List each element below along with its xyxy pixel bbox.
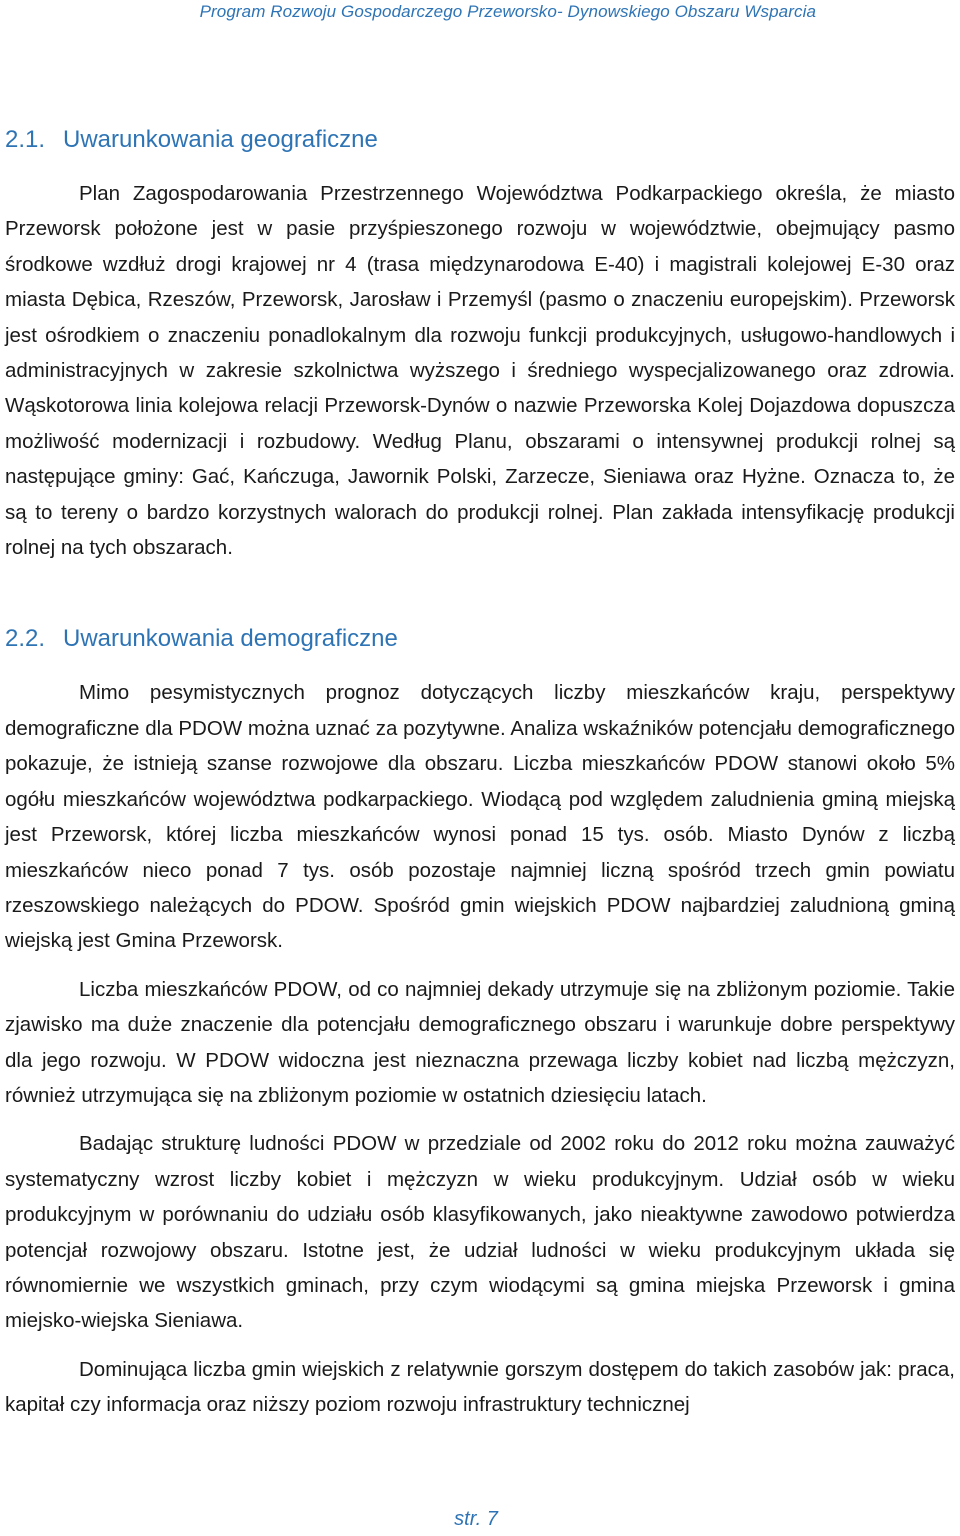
paragraph: Badając strukturę ludności PDOW w przedziale od 2002 roku do 2012 roku można zauważyć systematyczny wzrost liczby kobiet i mężczyzn w wieku produkcyjnym. Udział osób w wieku produkcyjnym w porównaniu do udziału osób klasyfikowanych, jako nieaktywne zawodowo potwierdza potencjał rozwojowy obszaru. Istotne jest, że udział ludności w wieku produkcyjnym układa się równomiernie we wszystkich gminach, przy czym wiodącymi są gmina miejska Przeworsk i gmina miejsko-wiejska Sieniawa. [5, 1132, 955, 1333]
paragraph: Mimo pesymistycznych prognoz dotyczących liczby mieszkańców kraju, perspektywy demograficzne dla PDOW można uznać za pozytywne. Analiza wskaźników potencjału demograficznego pokazuje, że istnieją szanse rozwojowe dla obszaru. Liczba mieszkańców PDOW stanowi około 5% ogółu mieszkańców województwa podkarpackiego. Wiodącą pod względem zaludnienia gminą miejską jest Przeworsk, której liczba mieszkańców wynosi ponad 15 tys. osób. Miasto Dynów z liczbą mieszkańców nieco ponad 7 tys. osób pozostaje najmniej liczną spośród trzech gmin powiatu rzeszowskiego należących do PDOW. Spośród gmin wiejskich PDOW najbardziej zaludnioną gminą wiejską jest Gmina Przeworsk. [5, 681, 955, 953]
section-title: Uwarunkowania geograficzne [63, 126, 378, 153]
paragraph: Liczba mieszkańców PDOW, od co najmniej dekady utrzymuje się na zbliżonym poziomie. Takie zjawisko ma duże znaczenie dla potencjału demograficznego obszaru i warunkuje dobre perspektywy dla jego rozwoju. W PDOW widoczna jest nieznaczna przewaga liczby kobiet nad liczbą mężczyzn, również utrzymująca się na zbliżonym poziomie w ostatnich dziesięciu latach. [5, 977, 955, 1107]
section-title: Uwarunkowania demograficzne [63, 625, 398, 653]
page-content [5, 120, 955, 1436]
section-number: 2.1. [5, 126, 46, 153]
section-heading-geography [5, 120, 955, 160]
running-header: Program Rozwoju Gospodarczego Przeworsko- Dynowskiego Obszaru Wsparcia [199, 2, 816, 21]
section-heading-demography [5, 619, 955, 659]
section-number: 2.2. [5, 625, 46, 653]
page-number: str. 7 [454, 1508, 498, 1530]
paragraph: Dominująca liczba gmin wiejskich z relatywnie gorszym dostępem do takich zasobów jak: praca, kapitał czy informacja oraz niższy poziom rozwoju infrastruktury technicznej [5, 1357, 955, 1417]
paragraph: Plan Zagospodarowania Przestrzennego Województwa Podkarpackiego określa, że miasto Przeworsk położone jest w pasie przyśpieszonego rozwoju w województwie, obejmujący pasmo środkowe wzdłuż drogi krajowej nr 4 (trasa międzynarodowa E-40) i magistrali kolejowej E-30 oraz miasta Dębica, Rzeszów, Przeworsk, Jarosław i Przemyśl (pasmo o znaczeniu europejskim). Przeworsk jest ośrodkiem o znaczeniu ponadlokalnym dla rozwoju funkcji produkcyjnych, usługowo-handlowych i administracyjnych w zakresie szkolnictwa wyższego i średniego wyspecjalizowanego oraz zdrowia. Wąskotorowa linia kolejowa relacji Przeworsk-Dynów o nazwie Przeworska Kolej Dojazdowa dopuszcza możliwość modernizacji i rozbudowy. Według Planu, obszarami o intensywnej produkcji rolnej są następujące gminy: Gać, Kańczuga, Jawornik Polski, Zarzecze, Sieniawa oraz Hyżne. Oznacza to, że są to tereny o bardzo korzystnych walorach do produkcji rolnej. Plan zakłada intensyfikację produkcji rolnej na tych obszarach. [5, 182, 955, 560]
